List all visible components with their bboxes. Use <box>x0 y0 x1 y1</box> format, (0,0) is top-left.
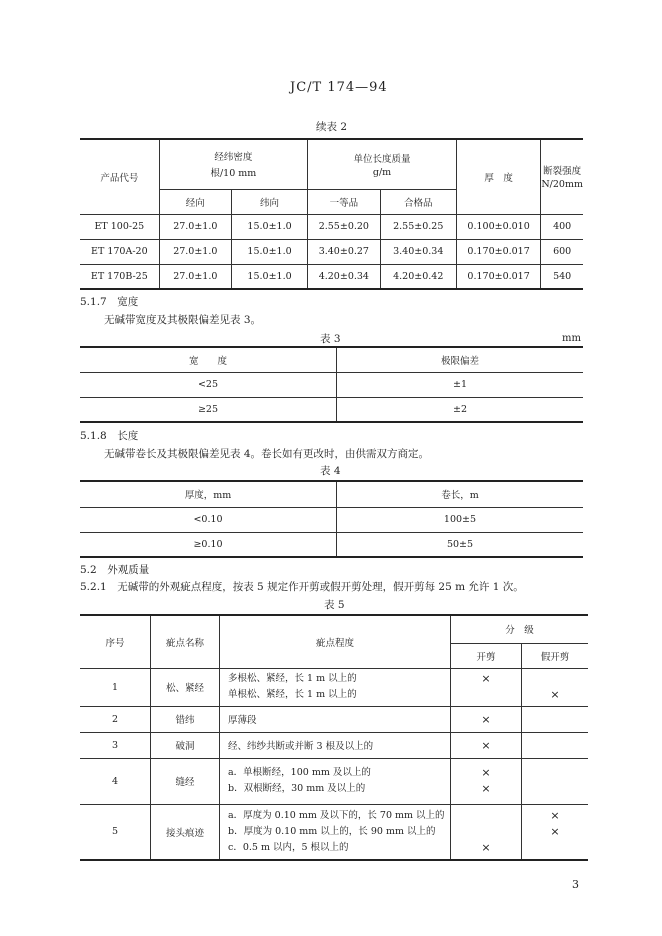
table-row: 1 松、紧经 多根松、紧经，长 1 m 以上的 单根松、紧经，长 1 m 以上的 × × <box>80 668 588 706</box>
section-5-1-8-heading: 5.1.8 长度 <box>80 430 139 442</box>
h-pass-grade: 合格品 <box>380 189 456 214</box>
table5-caption: 表 5 <box>324 599 345 611</box>
h-grade: 分 级 <box>451 615 589 643</box>
table-row: ≥0.10 50±5 <box>80 532 583 557</box>
h-roll-length: 卷长，m <box>337 481 584 507</box>
table-row: ≥25 ±2 <box>80 397 583 422</box>
standard-number: JC/T 174—94 <box>290 80 388 95</box>
section-5-2-heading: 5.2 外观质量 <box>80 564 150 576</box>
h-deviation: 极限偏差 <box>337 347 584 372</box>
table-row: ET 170A-20 27.0±1.0 15.0±1.0 3.40±0.27 3.40±0.34 0.170±0.017 600 <box>80 239 583 264</box>
h-seq-no: 序号 <box>80 615 151 668</box>
page-number: 3 <box>572 878 579 891</box>
table-row: ET 100-25 27.0±1.0 15.0±1.0 2.55±0.20 2.55±0.25 0.100±0.010 400 <box>80 214 583 239</box>
section-5-2-1-text: 5.2.1 无碱带的外观疵点程度，按表 5 规定作开剪或假开剪处理，假开剪每 25 m 允许 1 次。 <box>80 581 524 593</box>
table-5 <box>80 614 588 861</box>
table3-unit: mm <box>562 333 581 344</box>
h-defect-degree: 疵点程度 <box>220 615 451 668</box>
h-warp: 经向 <box>159 189 231 214</box>
h-width: 宽 度 <box>80 347 337 372</box>
h-weft: 纬向 <box>231 189 307 214</box>
table-row: <0.10 100±5 <box>80 507 583 532</box>
section-5-1-7-heading: 5.1.7 宽度 <box>80 296 139 308</box>
h-thickness-mm: 厚度，mm <box>80 481 337 507</box>
table2-caption: 续表 2 <box>316 121 348 133</box>
table-row: 5 接头痕迹 a．厚度为 0.10 mm 及以下的，长 70 mm 以上的 b．厚度为 0.10 mm 以上的，长 90 mm 以上的 c．0.5 m 以内，5 根以上的 × × × <box>80 804 588 860</box>
table-2 <box>80 138 583 290</box>
table-row: ET 170B-25 27.0±1.0 15.0±1.0 4.20±0.34 4.20±0.42 0.170±0.017 540 <box>80 264 583 289</box>
h-thickness: 厚 度 <box>456 139 540 214</box>
table3-caption: 表 3 <box>320 333 341 345</box>
h-first-grade: 一等品 <box>308 189 380 214</box>
h-fake-cut: 假开剪 <box>522 643 589 668</box>
h-cut: 开剪 <box>451 643 522 668</box>
table-3 <box>80 346 583 423</box>
h-density: 经纬密度 根/10 mm <box>159 139 307 189</box>
table-row: 4 缝经 a．单根断经，100 mm 及以上的 b．双根断经，30 mm 及以上的 × × <box>80 758 588 804</box>
table-row: <25 ±1 <box>80 372 583 397</box>
h-unit-mass: 单位长度质量 g/m <box>308 139 457 189</box>
table-row: 2 错纬 厚薄段 × <box>80 706 588 732</box>
section-5-1-8-text: 无碱带卷长及其极限偏差见表 4。卷长如有更改时，由供需双方商定。 <box>104 448 430 460</box>
table-4 <box>80 480 583 558</box>
table4-caption: 表 4 <box>320 465 341 477</box>
h-defect-name: 疵点名称 <box>151 615 220 668</box>
h-strength: 断裂强度 N/20mm <box>541 139 583 214</box>
h-product-code: 产品代号 <box>80 139 159 214</box>
section-5-1-7-text: 无碱带宽度及其极限偏差见表 3。 <box>104 314 262 326</box>
table-row: 3 破洞 经、纬纱共断或并断 3 根及以上的 × <box>80 732 588 758</box>
